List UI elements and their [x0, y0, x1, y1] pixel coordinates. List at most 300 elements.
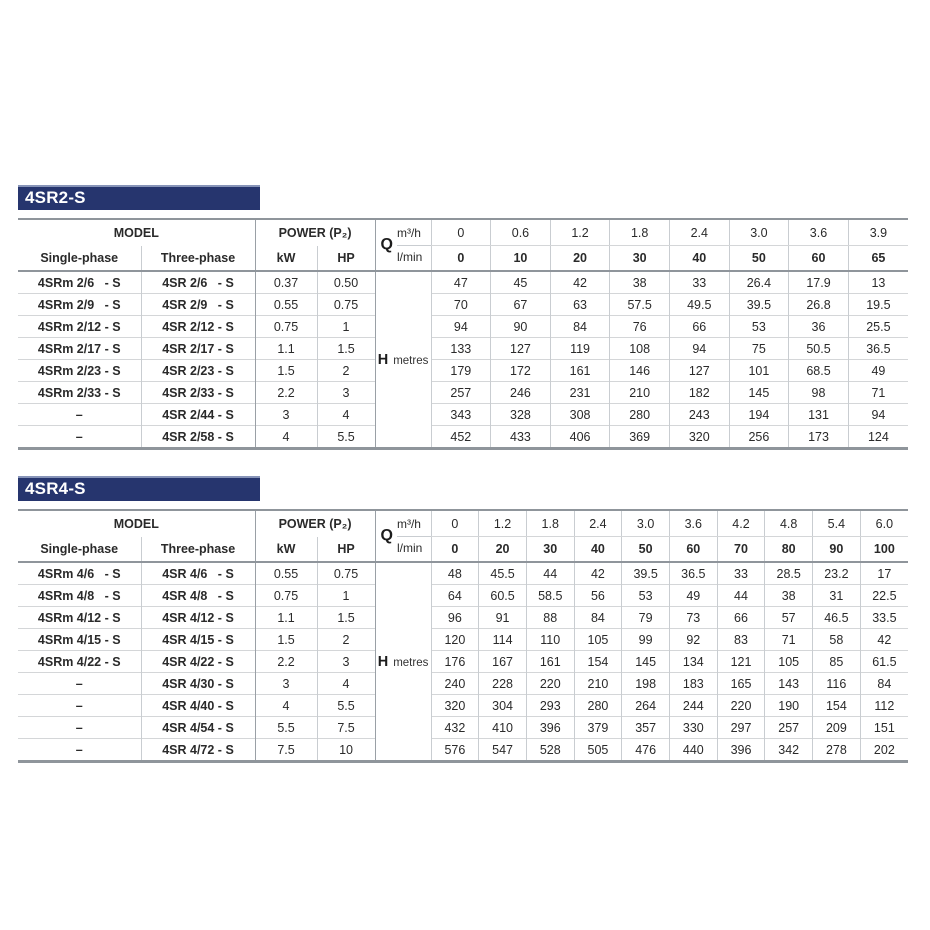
flow-rate-lmin-cell: 0 [431, 537, 479, 563]
head-value-cell: 246 [491, 382, 551, 404]
head-value-cell: 121 [717, 651, 765, 673]
head-value-cell: 17.9 [789, 271, 849, 294]
head-value-cell: 33 [717, 562, 765, 585]
head-value-cell: 440 [669, 739, 717, 762]
head-value-cell: 53 [622, 585, 670, 607]
head-value-cell: 94 [431, 316, 491, 338]
pump-table-4sr2-s [18, 218, 908, 450]
head-value-cell: 26.4 [729, 271, 789, 294]
head-value-cell: 280 [610, 404, 670, 426]
head-value-cell: 42 [574, 562, 622, 585]
flow-rate-m3h-cell: 0 [431, 510, 479, 537]
kw-header: kW [255, 537, 317, 563]
head-value-cell: 293 [526, 695, 574, 717]
single-phase-model-cell: 4SRm 2/33 - S [18, 382, 141, 404]
hp-value-cell: 3 [317, 382, 375, 404]
head-value-cell: 33 [669, 271, 729, 294]
flow-rate-m3h-cell: 1.8 [610, 219, 670, 246]
hp-value-cell: 5.5 [317, 426, 375, 449]
three-phase-model-cell: 4SR 2/9 - S [141, 294, 255, 316]
table-row [18, 404, 908, 426]
model-header: MODEL [113, 225, 159, 240]
head-value-cell: 99 [622, 629, 670, 651]
single-phase-model-cell: 4SRm 4/22 - S [18, 651, 141, 673]
head-value-cell: 92 [669, 629, 717, 651]
kw-value-cell: 3 [255, 404, 317, 426]
table-row [18, 717, 908, 739]
flow-rate-m3h-cell: 4.2 [717, 510, 765, 537]
hp-value-cell: 1.5 [317, 607, 375, 629]
head-value-cell: 71 [765, 629, 813, 651]
three-phase-model-cell: 4SR 4/30 - S [141, 673, 255, 695]
head-value-cell: 17 [860, 562, 908, 585]
head-value-cell: 143 [765, 673, 813, 695]
head-value-cell: 42 [550, 271, 610, 294]
head-value-cell: 433 [491, 426, 551, 449]
head-value-cell: 320 [669, 426, 729, 449]
flow-rate-lmin-cell: 100 [860, 537, 908, 563]
q-flow-header [375, 510, 431, 562]
head-value-cell: 45.5 [479, 562, 527, 585]
head-value-cell: 28.5 [765, 562, 813, 585]
flow-rate-lmin-cell: 60 [789, 246, 849, 272]
head-value-cell: 91 [479, 607, 527, 629]
single-phase-model-cell: 4SRm 4/12 - S [18, 607, 141, 629]
head-value-cell: 50.5 [789, 338, 849, 360]
flow-rate-m3h-cell: 1.2 [550, 219, 610, 246]
head-value-cell: 357 [622, 717, 670, 739]
head-value-cell: 119 [550, 338, 610, 360]
flow-rate-m3h-cell: 6.0 [860, 510, 908, 537]
flow-rate-m3h-cell: 0.6 [491, 219, 551, 246]
single-phase-model-cell: – [18, 695, 141, 717]
head-value-cell: 110 [526, 629, 574, 651]
head-value-cell: 432 [431, 717, 479, 739]
head-value-cell: 198 [622, 673, 670, 695]
unit-lmin-label: l/min [396, 540, 423, 555]
three-phase-model-cell: 4SR 4/12 - S [141, 607, 255, 629]
h-label: H [377, 351, 389, 368]
head-value-cell: 220 [526, 673, 574, 695]
head-value-cell: 56 [574, 585, 622, 607]
head-unit-cell [375, 271, 431, 449]
head-value-cell: 108 [610, 338, 670, 360]
hp-value-cell: 1 [317, 585, 375, 607]
head-value-cell: 410 [479, 717, 527, 739]
kw-value-cell: 7.5 [255, 739, 317, 762]
head-value-cell: 240 [431, 673, 479, 695]
head-value-cell: 278 [813, 739, 861, 762]
table-row [18, 316, 908, 338]
kw-value-cell: 2.2 [255, 651, 317, 673]
single-phase-header: Single-phase [18, 537, 141, 563]
flow-rate-m3h-cell: 3.0 [622, 510, 670, 537]
head-value-cell: 320 [431, 695, 479, 717]
head-value-cell: 243 [669, 404, 729, 426]
hp-value-cell: 4 [317, 404, 375, 426]
hp-value-cell: 3 [317, 651, 375, 673]
head-value-cell: 49 [848, 360, 908, 382]
table-row [18, 338, 908, 360]
datasheet [18, 185, 908, 763]
power-header: POWER (P₂) [255, 510, 375, 537]
head-value-cell: 257 [765, 717, 813, 739]
single-phase-model-cell: 4SRm 2/23 - S [18, 360, 141, 382]
table-row [18, 739, 908, 762]
single-phase-model-cell: – [18, 673, 141, 695]
head-value-cell: 79 [622, 607, 670, 629]
hp-value-cell: 1.5 [317, 338, 375, 360]
three-phase-model-cell: 4SR 4/15 - S [141, 629, 255, 651]
head-value-cell: 396 [526, 717, 574, 739]
single-phase-model-cell: 4SRm 4/6 - S [18, 562, 141, 585]
table-row [18, 607, 908, 629]
q-label: Q [380, 527, 393, 544]
flow-rate-lmin-cell: 10 [491, 246, 551, 272]
table-row [18, 695, 908, 717]
head-value-cell: 23.2 [813, 562, 861, 585]
head-value-cell: 47 [431, 271, 491, 294]
head-value-cell: 26.8 [789, 294, 849, 316]
flow-rate-lmin-cell: 60 [669, 537, 717, 563]
three-phase-model-cell: 4SR 2/12 - S [141, 316, 255, 338]
head-value-cell: 84 [574, 607, 622, 629]
hp-value-cell: 0.75 [317, 562, 375, 585]
head-value-cell: 98 [789, 382, 849, 404]
head-value-cell: 42 [860, 629, 908, 651]
head-value-cell: 73 [669, 607, 717, 629]
head-value-cell: 406 [550, 426, 610, 449]
head-value-cell: 257 [431, 382, 491, 404]
head-value-cell: 70 [431, 294, 491, 316]
head-value-cell: 133 [431, 338, 491, 360]
flow-rate-lmin-cell: 0 [431, 246, 491, 272]
head-value-cell: 280 [574, 695, 622, 717]
three-phase-header: Three-phase [141, 246, 255, 272]
head-value-cell: 36 [789, 316, 849, 338]
q-label: Q [380, 236, 393, 253]
hp-value-cell: 5.5 [317, 695, 375, 717]
flow-rate-lmin-cell: 20 [550, 246, 610, 272]
head-value-cell: 183 [669, 673, 717, 695]
head-value-cell: 154 [813, 695, 861, 717]
flow-rate-m3h-cell: 2.4 [574, 510, 622, 537]
head-value-cell: 127 [491, 338, 551, 360]
head-value-cell: 264 [622, 695, 670, 717]
table-row [18, 271, 908, 294]
hp-value-cell: 0.75 [317, 294, 375, 316]
h-unit-label: metres [393, 656, 429, 669]
three-phase-model-cell: 4SR 2/58 - S [141, 426, 255, 449]
hp-value-cell: 10 [317, 739, 375, 762]
head-value-cell: 31 [813, 585, 861, 607]
kw-value-cell: 4 [255, 695, 317, 717]
three-phase-model-cell: 4SR 2/23 - S [141, 360, 255, 382]
spec-table [18, 509, 908, 763]
kw-value-cell: 5.5 [255, 717, 317, 739]
three-phase-model-cell: 4SR 4/54 - S [141, 717, 255, 739]
flow-rate-lmin-cell: 50 [729, 246, 789, 272]
head-value-cell: 576 [431, 739, 479, 762]
flow-rate-m3h-cell: 4.8 [765, 510, 813, 537]
head-value-cell: 36.5 [669, 562, 717, 585]
head-value-cell: 328 [491, 404, 551, 426]
flow-rate-m3h-cell: 0 [431, 219, 491, 246]
head-value-cell: 44 [717, 585, 765, 607]
head-value-cell: 220 [717, 695, 765, 717]
head-value-cell: 202 [860, 739, 908, 762]
hp-value-cell: 0.50 [317, 271, 375, 294]
head-value-cell: 94 [848, 404, 908, 426]
head-value-cell: 85 [813, 651, 861, 673]
flow-rate-m3h-cell: 5.4 [813, 510, 861, 537]
kw-value-cell: 0.75 [255, 585, 317, 607]
head-value-cell: 228 [479, 673, 527, 695]
three-phase-header: Three-phase [141, 537, 255, 563]
head-value-cell: 66 [717, 607, 765, 629]
flow-rate-lmin-cell: 80 [765, 537, 813, 563]
head-value-cell: 145 [622, 651, 670, 673]
kw-value-cell: 1.1 [255, 607, 317, 629]
head-value-cell: 63 [550, 294, 610, 316]
hp-header: HP [317, 246, 375, 272]
head-value-cell: 172 [491, 360, 551, 382]
head-value-cell: 165 [717, 673, 765, 695]
head-unit-cell [375, 562, 431, 762]
head-value-cell: 53 [729, 316, 789, 338]
head-value-cell: 38 [765, 585, 813, 607]
table-row [18, 360, 908, 382]
single-phase-model-cell: – [18, 426, 141, 449]
hp-value-cell: 2 [317, 629, 375, 651]
head-value-cell: 13 [848, 271, 908, 294]
head-value-cell: 60.5 [479, 585, 527, 607]
head-value-cell: 58.5 [526, 585, 574, 607]
head-value-cell: 244 [669, 695, 717, 717]
head-value-cell: 210 [610, 382, 670, 404]
single-phase-header: Single-phase [18, 246, 141, 272]
head-value-cell: 167 [479, 651, 527, 673]
head-value-cell: 61.5 [860, 651, 908, 673]
head-value-cell: 116 [813, 673, 861, 695]
head-value-cell: 194 [729, 404, 789, 426]
h-unit-label: metres [393, 354, 429, 367]
head-value-cell: 49.5 [669, 294, 729, 316]
series-banner [18, 476, 260, 501]
head-value-cell: 105 [765, 651, 813, 673]
head-value-cell: 96 [431, 607, 479, 629]
model-header: MODEL [113, 516, 159, 531]
head-value-cell: 19.5 [848, 294, 908, 316]
flow-rate-lmin-cell: 30 [526, 537, 574, 563]
head-value-cell: 124 [848, 426, 908, 449]
head-value-cell: 127 [669, 360, 729, 382]
head-value-cell: 48 [431, 562, 479, 585]
hp-value-cell: 1 [317, 316, 375, 338]
head-value-cell: 90 [491, 316, 551, 338]
head-value-cell: 151 [860, 717, 908, 739]
flow-rate-lmin-cell: 90 [813, 537, 861, 563]
flow-rate-lmin-cell: 40 [574, 537, 622, 563]
head-value-cell: 452 [431, 426, 491, 449]
three-phase-model-cell: 4SR 4/8 - S [141, 585, 255, 607]
table-row [18, 426, 908, 449]
three-phase-model-cell: 4SR 4/6 - S [141, 562, 255, 585]
head-value-cell: 231 [550, 382, 610, 404]
h-label: H [377, 653, 389, 670]
head-value-cell: 76 [610, 316, 670, 338]
head-value-cell: 343 [431, 404, 491, 426]
head-value-cell: 308 [550, 404, 610, 426]
kw-value-cell: 0.55 [255, 562, 317, 585]
single-phase-model-cell: 4SRm 2/6 - S [18, 271, 141, 294]
kw-header: kW [255, 246, 317, 272]
kw-value-cell: 2.2 [255, 382, 317, 404]
single-phase-model-cell: 4SRm 2/12 - S [18, 316, 141, 338]
head-value-cell: 131 [789, 404, 849, 426]
three-phase-model-cell: 4SR 2/6 - S [141, 271, 255, 294]
head-value-cell: 57.5 [610, 294, 670, 316]
three-phase-model-cell: 4SR 2/44 - S [141, 404, 255, 426]
head-value-cell: 304 [479, 695, 527, 717]
head-value-cell: 145 [729, 382, 789, 404]
three-phase-model-cell: 4SR 4/22 - S [141, 651, 255, 673]
head-value-cell: 46.5 [813, 607, 861, 629]
table-row [18, 294, 908, 316]
flow-rate-m3h-cell: 2.4 [669, 219, 729, 246]
flow-rate-m3h-cell: 3.0 [729, 219, 789, 246]
head-value-cell: 38 [610, 271, 670, 294]
head-value-cell: 58 [813, 629, 861, 651]
head-value-cell: 190 [765, 695, 813, 717]
unit-m3h-label: m³/h [397, 513, 431, 537]
flow-rate-m3h-cell: 1.2 [479, 510, 527, 537]
hp-header: HP [317, 537, 375, 563]
head-value-cell: 39.5 [729, 294, 789, 316]
kw-value-cell: 1.5 [255, 629, 317, 651]
section-4sr4-s [18, 476, 908, 763]
head-value-cell: 57 [765, 607, 813, 629]
flow-rate-lmin-cell: 50 [622, 537, 670, 563]
kw-value-cell: 0.75 [255, 316, 317, 338]
head-value-cell: 84 [860, 673, 908, 695]
flow-rate-lmin-cell: 40 [669, 246, 729, 272]
single-phase-model-cell: – [18, 717, 141, 739]
series-title: 4SR4-S [25, 479, 86, 498]
table-row [18, 651, 908, 673]
head-value-cell: 505 [574, 739, 622, 762]
head-value-cell: 22.5 [860, 585, 908, 607]
head-value-cell: 67 [491, 294, 551, 316]
flow-rate-lmin-cell: 65 [848, 246, 908, 272]
section-4sr2-s [18, 185, 908, 450]
unit-lmin-label: l/min [396, 249, 423, 264]
q-flow-header [375, 219, 431, 271]
head-value-cell: 176 [431, 651, 479, 673]
head-value-cell: 101 [729, 360, 789, 382]
hp-value-cell: 7.5 [317, 717, 375, 739]
kw-value-cell: 3 [255, 673, 317, 695]
series-title: 4SR2-S [25, 188, 86, 207]
kw-value-cell: 1.1 [255, 338, 317, 360]
head-value-cell: 83 [717, 629, 765, 651]
hp-value-cell: 2 [317, 360, 375, 382]
head-value-cell: 33.5 [860, 607, 908, 629]
head-value-cell: 342 [765, 739, 813, 762]
head-value-cell: 396 [717, 739, 765, 762]
flow-rate-lmin-cell: 30 [610, 246, 670, 272]
head-value-cell: 528 [526, 739, 574, 762]
series-banner [18, 185, 260, 210]
three-phase-model-cell: 4SR 4/72 - S [141, 739, 255, 762]
single-phase-model-cell: 4SRm 4/15 - S [18, 629, 141, 651]
head-value-cell: 36.5 [848, 338, 908, 360]
head-value-cell: 547 [479, 739, 527, 762]
single-phase-model-cell: 4SRm 2/9 - S [18, 294, 141, 316]
head-value-cell: 161 [526, 651, 574, 673]
head-value-cell: 94 [669, 338, 729, 360]
single-phase-model-cell: – [18, 739, 141, 762]
head-value-cell: 84 [550, 316, 610, 338]
hp-value-cell: 4 [317, 673, 375, 695]
head-value-cell: 45 [491, 271, 551, 294]
three-phase-model-cell: 4SR 2/33 - S [141, 382, 255, 404]
table-row [18, 382, 908, 404]
head-value-cell: 210 [574, 673, 622, 695]
table-row [18, 585, 908, 607]
three-phase-model-cell: 4SR 4/40 - S [141, 695, 255, 717]
head-value-cell: 64 [431, 585, 479, 607]
three-phase-model-cell: 4SR 2/17 - S [141, 338, 255, 360]
power-header: POWER (P₂) [255, 219, 375, 246]
head-value-cell: 369 [610, 426, 670, 449]
spec-table [18, 218, 908, 450]
head-value-cell: 134 [669, 651, 717, 673]
head-value-cell: 75 [729, 338, 789, 360]
kw-value-cell: 0.37 [255, 271, 317, 294]
flow-rate-m3h-cell: 3.9 [848, 219, 908, 246]
head-value-cell: 330 [669, 717, 717, 739]
head-value-cell: 120 [431, 629, 479, 651]
kw-value-cell: 1.5 [255, 360, 317, 382]
head-value-cell: 71 [848, 382, 908, 404]
single-phase-model-cell: – [18, 404, 141, 426]
head-value-cell: 49 [669, 585, 717, 607]
head-value-cell: 39.5 [622, 562, 670, 585]
unit-m3h-label: m³/h [397, 222, 431, 246]
flow-rate-m3h-cell: 3.6 [789, 219, 849, 246]
table-row [18, 673, 908, 695]
head-value-cell: 179 [431, 360, 491, 382]
head-value-cell: 44 [526, 562, 574, 585]
single-phase-model-cell: 4SRm 2/17 - S [18, 338, 141, 360]
pump-table-4sr4-s [18, 509, 908, 763]
head-value-cell: 146 [610, 360, 670, 382]
head-value-cell: 154 [574, 651, 622, 673]
head-value-cell: 209 [813, 717, 861, 739]
head-value-cell: 297 [717, 717, 765, 739]
head-value-cell: 379 [574, 717, 622, 739]
head-value-cell: 112 [860, 695, 908, 717]
head-value-cell: 114 [479, 629, 527, 651]
head-value-cell: 173 [789, 426, 849, 449]
head-value-cell: 161 [550, 360, 610, 382]
head-value-cell: 66 [669, 316, 729, 338]
head-value-cell: 256 [729, 426, 789, 449]
flow-rate-m3h-cell: 1.8 [526, 510, 574, 537]
flow-rate-lmin-cell: 20 [479, 537, 527, 563]
head-value-cell: 25.5 [848, 316, 908, 338]
